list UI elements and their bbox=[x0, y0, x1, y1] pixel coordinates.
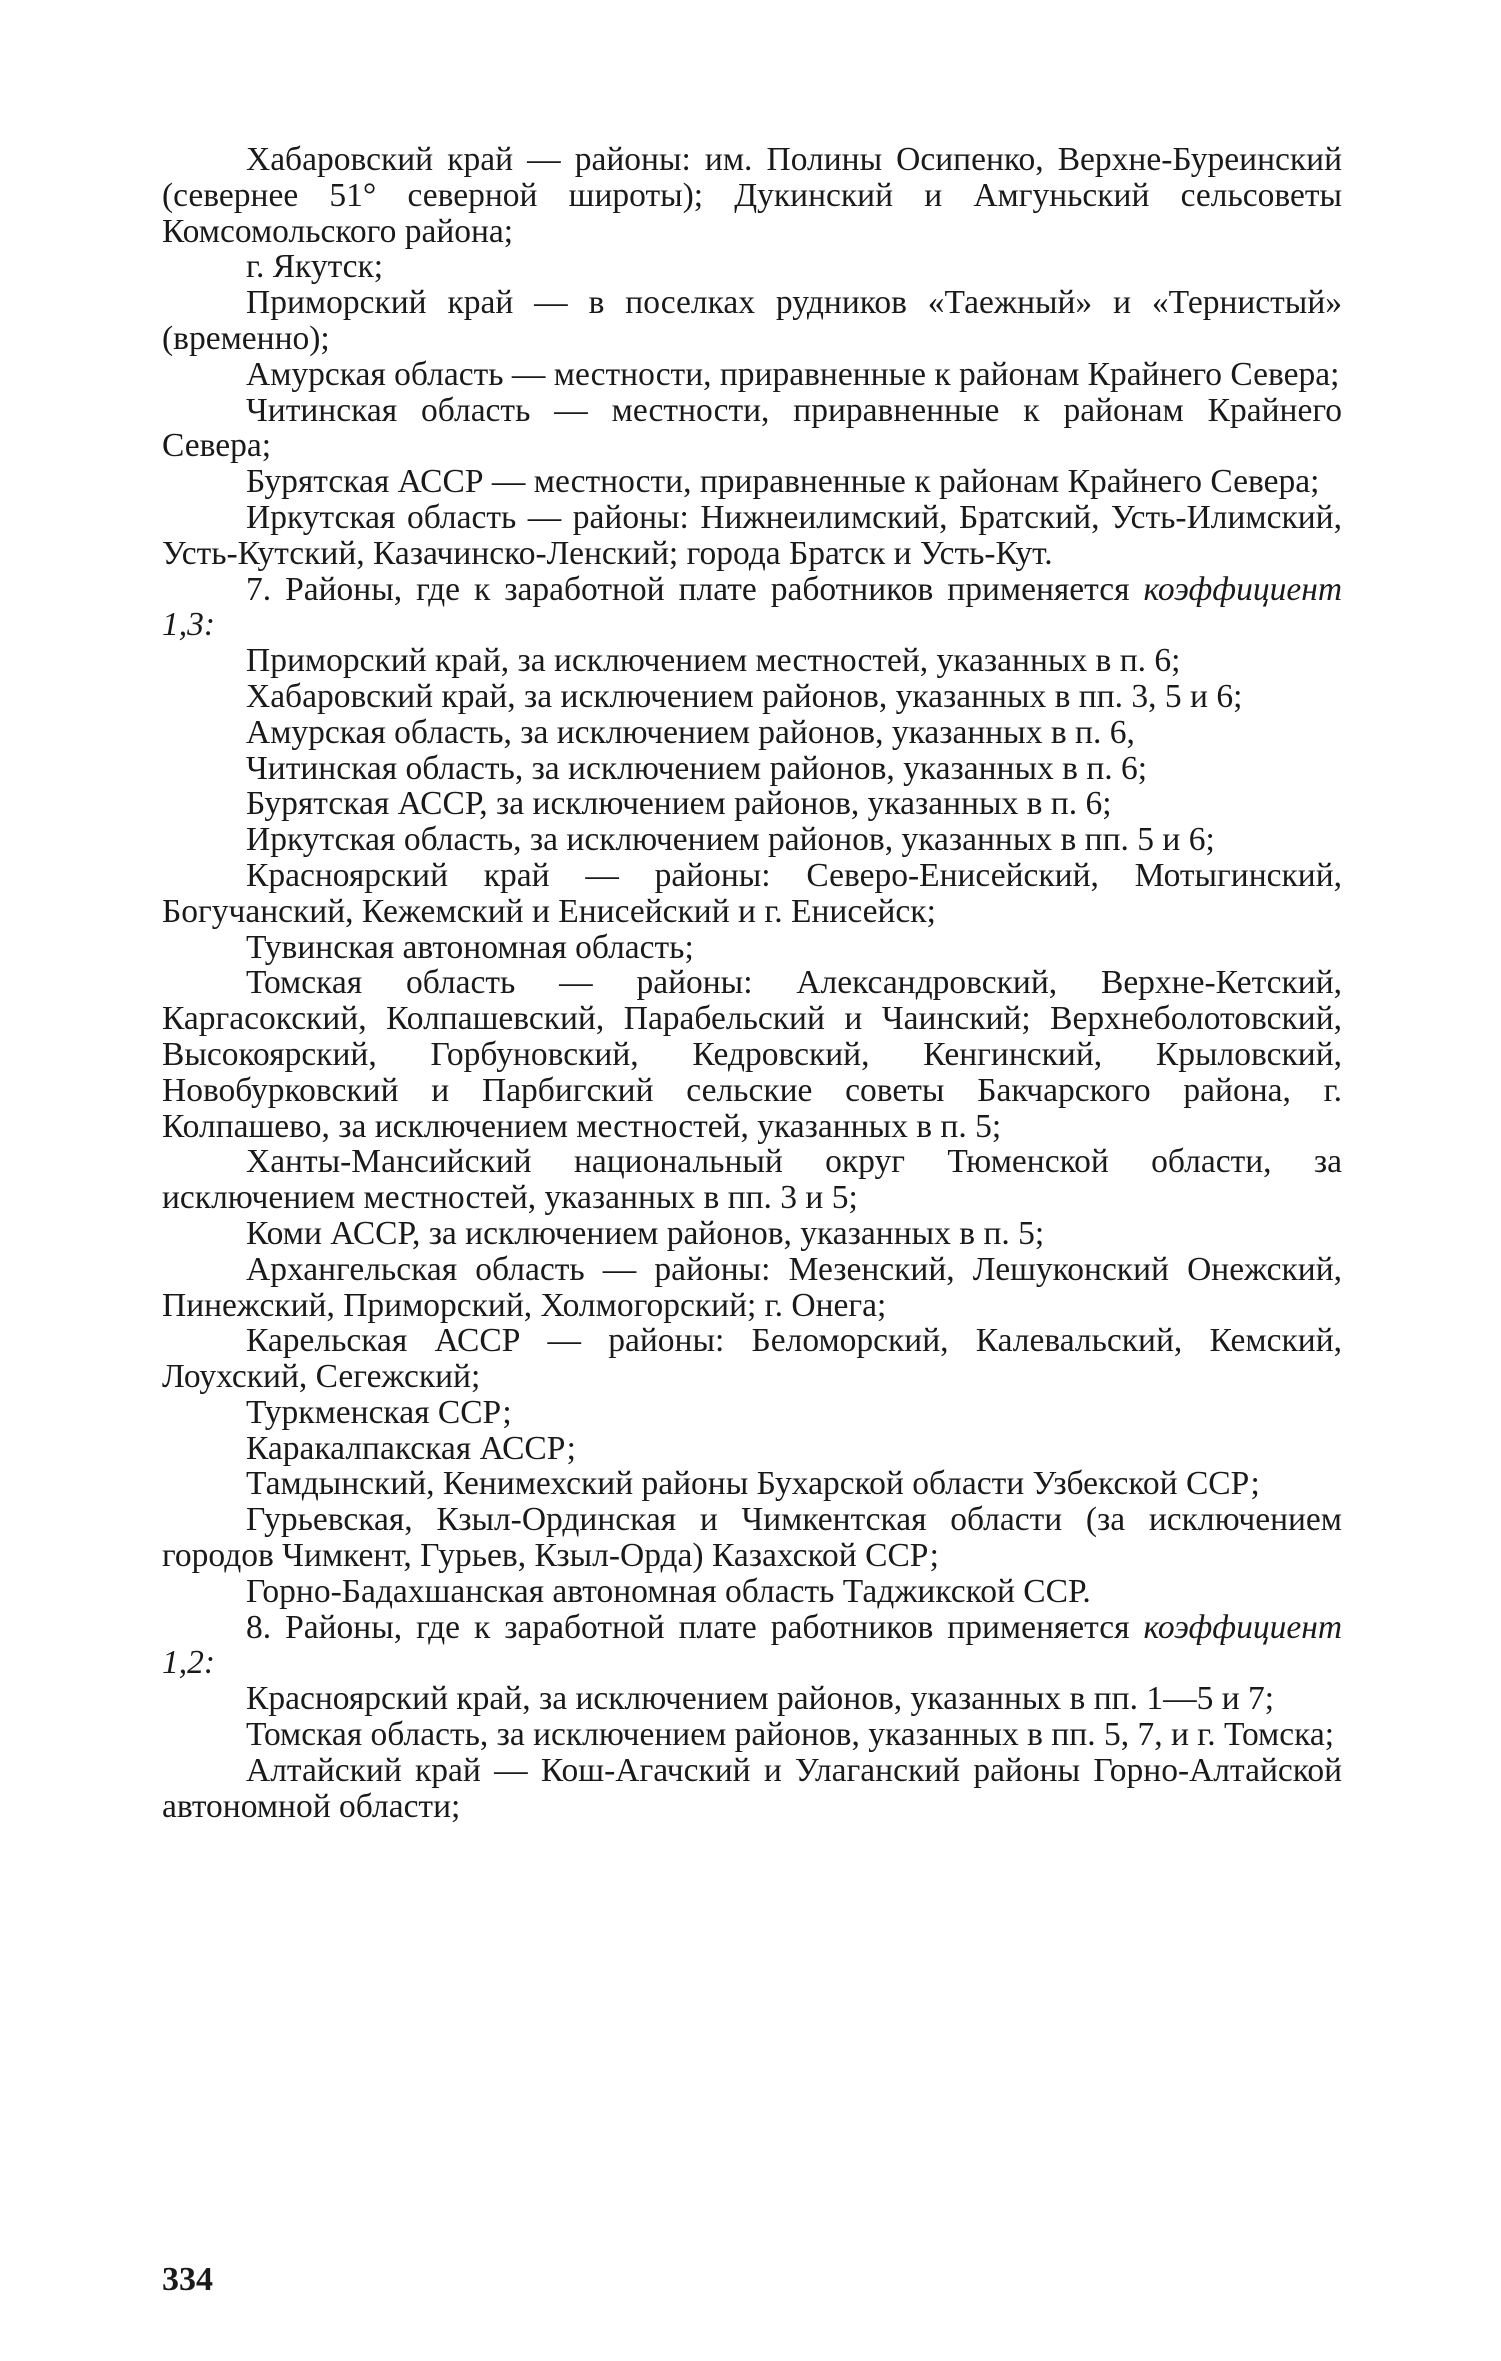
paragraph: Иркутская область — районы: Нижнеилимский, Братский, Усть-Илимский, Усть-Кутский, Казачинско-Ленский; города Братск и Усть-Кут. bbox=[162, 498, 1342, 572]
list-item: Ханты-Мансийский национальный округ Тюменской области, за исключением местностей, указанных в пп. 3 и 5; bbox=[162, 1143, 1342, 1217]
section-7-heading bbox=[162, 572, 1342, 644]
paragraph: Хабаровский край — районы: им. Полины Осипенко, Верхне-Буреинский (севернее 51° северной широты); Дукинский и Амгуньский сельсоветы Комсомольского района; bbox=[162, 141, 1342, 250]
list-item: Красноярский край, за исключением районов, указанных в пп. 1—5 и 7; bbox=[246, 1680, 1275, 1718]
list-item: Каракалпакская АССР; bbox=[246, 1429, 576, 1467]
list-item: Алтайский край — Кош-Агачский и Улаганский районы Горно-Алтайской автономной области; bbox=[162, 1751, 1342, 1825]
list-item: Архангельская область — районы: Мезенский, Лешуконский Онежский, Пинежский, Приморский, Холмогорский; г. Онега; bbox=[162, 1250, 1342, 1324]
list-item: Читинская область, за исключением районов, указанных в п. 6; bbox=[246, 749, 1148, 787]
paragraph: Приморский край — в поселках рудников «Таежный» и «Тернистый» (временно); bbox=[162, 284, 1342, 357]
list-item: Томская область — районы: Александровский, Верхне-Кетский, Каргасокский, Колпашевский, Парабельский и Чаинский; Верхнеболотовский, Высокоярский, Горбуновский, Кедровский, Кенгинский, Крыловский, Новобурковский и Парбигский сельские советы Бакчарского района, г. Колпашево, за исключением местностей, указанных в п. 5; bbox=[162, 964, 1342, 1145]
list-item: Тувинская автономная область; bbox=[246, 928, 694, 966]
section-7-coefficient: коэффициент 1,3: bbox=[162, 570, 1343, 644]
page-number: 334 bbox=[162, 2261, 213, 2298]
page-text bbox=[162, 142, 1342, 1824]
list-item: Бурятская АССР, за исключением районов, указанных в п. 6; bbox=[246, 785, 1112, 823]
list-item: Иркутская область, за исключением районов, указанных в пп. 5 и 6; bbox=[246, 821, 1215, 859]
paragraph: Читинская область — местности, приравненные к районам Крайнего Севера; bbox=[162, 391, 1342, 465]
list-item: Гурьевская, Кзыл-Ординская и Чимкентская области (за исключением городов Чимкент, Гурьев, Кзыл-Орда) Казахской ССР; bbox=[162, 1501, 1342, 1575]
section-8-heading bbox=[162, 1610, 1342, 1682]
section-8-coefficient: коэффициент 1,2: bbox=[162, 1608, 1343, 1682]
list-item: Хабаровский край, за исключением районов, указанных в пп. 3, 5 и 6; bbox=[246, 677, 1243, 715]
list-item: Коми АССР, за исключением районов, указанных в п. 5; bbox=[246, 1214, 1045, 1252]
list-item: Приморский край, за исключением местностей, указанных в п. 6; bbox=[246, 642, 1181, 680]
list-item: Красноярский край — районы: Северо-Енисейский, Мотыгинский, Богучанский, Кежемский и Енисейский и г. Енисейск; bbox=[162, 856, 1342, 930]
paragraph: Амурская область — местности, приравненные к районам Крайнего Севера; bbox=[246, 355, 1340, 393]
list-item: Томская область, за исключением районов, указанных в пп. 5, 7, и г. Томска; bbox=[246, 1716, 1335, 1754]
list-item: Амурская область, за исключением районов, указанных в п. 6, bbox=[246, 713, 1135, 751]
paragraph: г. Якутск; bbox=[246, 248, 384, 286]
paragraph: Бурятская АССР — местности, приравненные к районам Крайнего Севера; bbox=[246, 463, 1320, 501]
section-8-lead: 8. Районы, где к заработной плате работников применяется bbox=[246, 1608, 1130, 1646]
list-item: Горно-Бадахшанская автономная область Таджикской ССР. bbox=[246, 1572, 1091, 1610]
list-item: Карельская АССР — районы: Беломорский, Калевальский, Кемский, Лоухский, Сегежский; bbox=[162, 1322, 1342, 1396]
list-item: Тамдынский, Кенимехский районы Бухарской области Узбекской ССР; bbox=[246, 1465, 1260, 1503]
list-item: Туркменская ССР; bbox=[246, 1393, 512, 1431]
section-7-lead: 7. Районы, где к заработной плате работников применяется bbox=[246, 570, 1130, 608]
